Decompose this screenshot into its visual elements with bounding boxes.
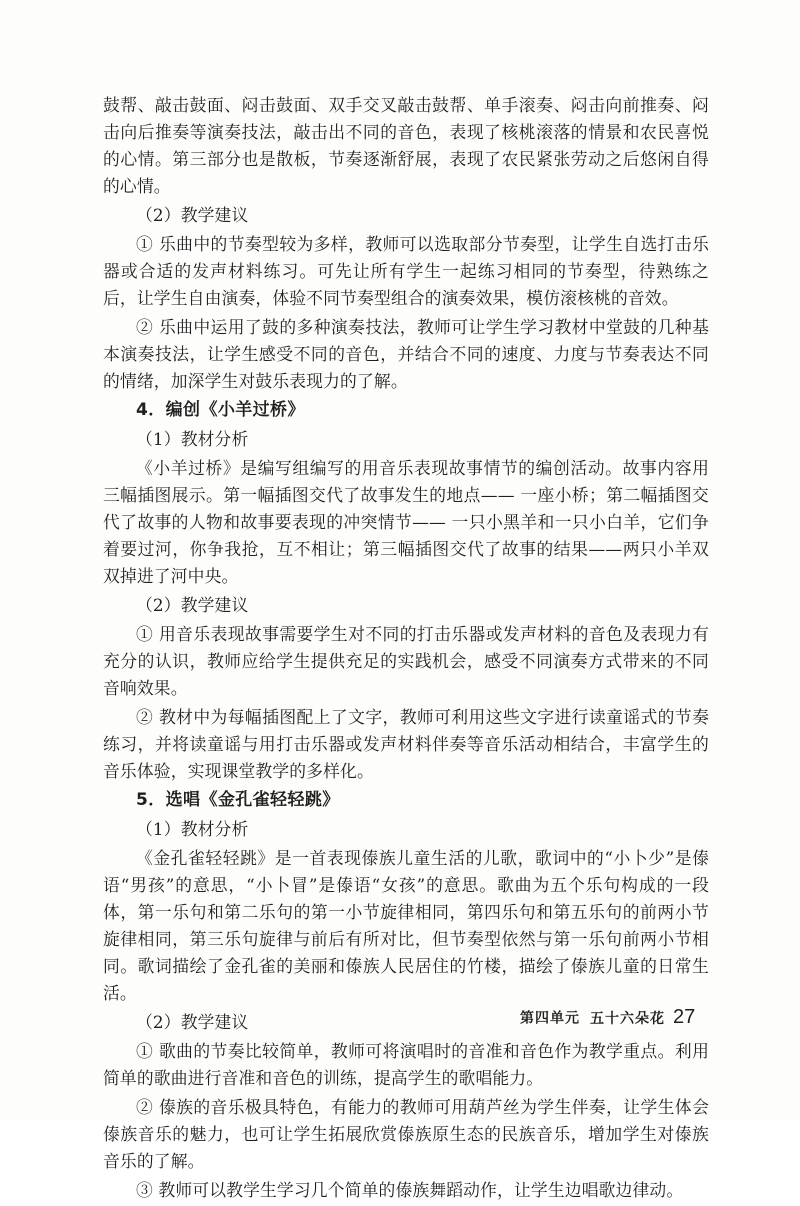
- page-body: [103, 92, 709, 1206]
- subheading-teaching-suggestions: （2）教学建议: [136, 205, 249, 225]
- suggestion-item-1: ① 用音乐表现故事需要学生对不同的打击乐器或发声材料的音色及表现力有充分的认识，教师应给学生提供充足的实践机会，感受不同演奏方式带来的不同音响效果。: [103, 624, 709, 698]
- suggestion-item-3: ③ 教师可以教学生学习几个简单的傣族舞蹈动作，让学生边唱歌边律动。: [136, 1180, 684, 1200]
- paragraph-continuation: 鼓帮、敲击鼓面、闷击鼓面、双手交叉敲击鼓帮、单手滚奏、闷击向前推奏、闷击向后推奏等演奏技法，敲击出不同的音色，表现了核桃滚落的情景和农民喜悦的心情。第三部分也是散板，节奏逐渐舒展，表现了农民紧张劳动之后悠闲自得的心情。: [103, 95, 709, 196]
- suggestion-item-2: ② 傣族的音乐极具特色，有能力的教师可用葫芦丝为学生伴奏，让学生体会傣族音乐的魅力，也可让学生拓展欣赏傣族原生态的民族音乐，增加学生对傣族音乐的了解。: [103, 1097, 709, 1171]
- suggestion-item-2: ② 乐曲中运用了鼓的多种演奏技法，教师可让学生学习教材中堂鼓的几种基本演奏技法，让学生感受不同的音色，并结合不同的速度、力度与节奏表达不同的情绪，加深学生对鼓乐表现力的了解。: [103, 317, 709, 391]
- suggestion-item-2: ② 教材中为每幅插图配上了文字，教师可利用这些文字进行读童谣式的节奏练习，并将读童谣与用打击乐器或发声材料伴奏等音乐活动相结合，丰富学生的音乐体验，实现课堂教学的多样化。: [103, 707, 709, 781]
- section-number: 4．: [136, 400, 166, 420]
- section-title: 选唱《金孔雀轻轻跳》: [165, 790, 340, 810]
- paragraph-analysis: 《小羊过桥》是编写组编写的用音乐表现故事情节的编创活动。故事内容用三幅插图展示。第一幅插图交代了故事发生的地点—— 一座小桥；第二幅插图交代了故事的人物和故事要表现的冲突情节—— 一只小黑羊和一只小白羊，它们争着要过河，你争我抢，互不相让；第三幅插图交代了故事的结果——两只小羊双双掉进了河中央。: [103, 458, 709, 586]
- subheading-material-analysis: （1）教材分析: [136, 819, 249, 839]
- suggestion-item-1: ① 歌曲的节奏比较简单，教师可将演唱时的音准和音色作为教学重点。利用简单的歌曲进行音准和音色的训练，提高学生的歌唱能力。: [103, 1041, 709, 1088]
- section-number: 5．: [136, 790, 166, 810]
- suggestion-item-1: ① 乐曲中的节奏型较为多样，教师可以选取部分节奏型，让学生自选打击乐器或合适的发声材料练习。可先让所有学生一起练习相同的节奏型，待熟练之后，让学生自由演奏，体验不同节奏型组合的演奏效果，模仿滚核桃的音效。: [103, 234, 709, 308]
- paragraph-analysis: 《金孔雀轻轻跳》是一首表现傣族儿童生活的儿歌，歌词中的“小卜少”是傣语“男孩”的意思，“小卜冒”是傣语“女孩”的意思。歌曲为五个乐句构成的一段体，第一乐句和第二乐句的第一小节旋律相同，第四乐句和第五乐句的前两小节旋律相同，第三乐句旋律与前后有所对比，但节奏型依然与第一乐句前两小节相同。歌词描绘了金孔雀的美丽和傣族人民居住的竹楼，描绘了傣族儿童的日常生活。: [103, 848, 709, 1003]
- section-heading-5: [103, 787, 709, 814]
- footer-unit: 第四单元: [520, 1010, 580, 1027]
- subheading-teaching-suggestions: （2）教学建议: [136, 1012, 249, 1032]
- page-footer: [520, 1006, 720, 1036]
- section-title: 编创《小羊过桥》: [165, 400, 305, 420]
- page-number: 27: [673, 1006, 696, 1028]
- footer-unit-title: 五十六朵花: [590, 1010, 665, 1027]
- section-heading-4: [103, 397, 709, 424]
- subheading-material-analysis: （1）教材分析: [136, 429, 249, 449]
- subheading-teaching-suggestions: （2）教学建议: [136, 595, 249, 615]
